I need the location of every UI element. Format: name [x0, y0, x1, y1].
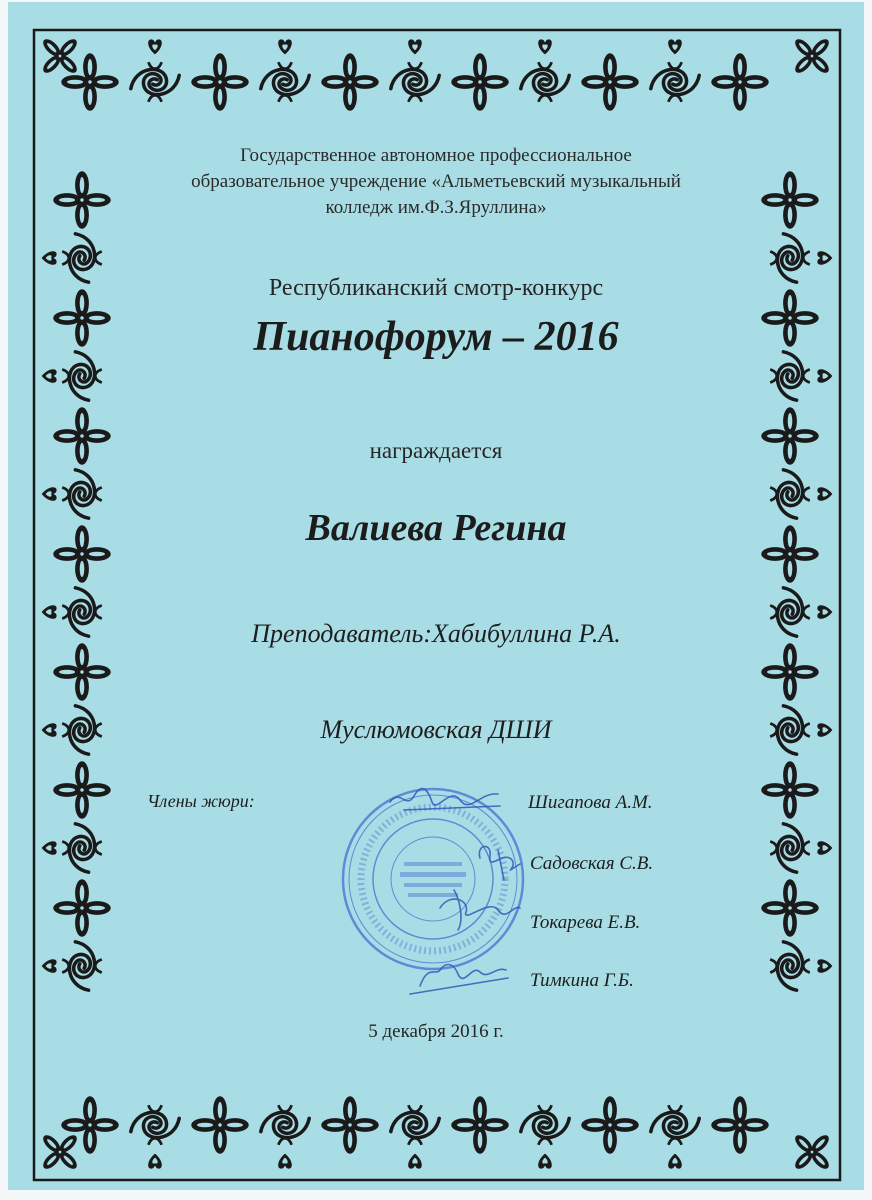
organization-name — [150, 143, 722, 221]
org-line-2: образовательное учреждение «Альметьевский музыкальный — [191, 171, 681, 192]
border-flower — [321, 53, 379, 111]
border-flower — [53, 171, 111, 229]
border-scroll — [261, 62, 309, 102]
border-flower — [761, 643, 819, 701]
border-flower — [191, 53, 249, 111]
border-flower — [53, 761, 111, 819]
border-flower — [711, 1096, 769, 1154]
border-flower — [53, 407, 111, 465]
contest-subtitle: Республиканский смотр-конкурс — [268, 275, 604, 301]
border-heart — [42, 605, 57, 619]
border-scroll — [651, 1105, 699, 1145]
corner-flower — [780, 1120, 844, 1184]
border-scroll — [261, 1105, 309, 1145]
border-heart — [148, 39, 162, 54]
awarded-text: награждается — [369, 438, 503, 463]
border-flower — [53, 289, 111, 347]
border-heart — [817, 841, 832, 855]
border-scroll — [391, 1105, 439, 1145]
border-flower — [581, 1096, 639, 1154]
border-scroll — [651, 62, 699, 102]
border-scroll — [62, 942, 102, 990]
border-heart — [42, 369, 57, 383]
border-scroll — [521, 62, 569, 102]
org-line-3: колледж им.Ф.З.Яруллина» — [325, 197, 547, 218]
border-heart — [817, 369, 832, 383]
org-line-1: Государственное автономное профессиональное — [240, 145, 632, 166]
border-heart — [538, 1154, 552, 1169]
border-flower — [451, 53, 509, 111]
border-scroll — [62, 470, 102, 518]
border-heart — [668, 1154, 682, 1169]
issue-date: 5 декабря 2016 г. — [368, 1021, 504, 1042]
border-heart — [817, 487, 832, 501]
border-heart — [278, 39, 292, 54]
border-heart — [817, 959, 832, 973]
border-scroll — [62, 824, 102, 872]
border-heart — [817, 723, 832, 737]
jury-signatures — [380, 780, 550, 1010]
border-heart — [42, 487, 57, 501]
border-flower — [761, 171, 819, 229]
border-heart — [278, 1154, 292, 1169]
jury-member: Токарева Е.В. — [530, 912, 641, 933]
border-flower — [53, 643, 111, 701]
border-heart — [668, 39, 682, 54]
border-scroll — [521, 1105, 569, 1145]
border-scroll — [391, 62, 439, 102]
border-scroll — [131, 1105, 179, 1145]
border-flower — [191, 1096, 249, 1154]
border-flower — [761, 525, 819, 583]
border-scroll — [770, 470, 810, 518]
border-flower — [761, 879, 819, 937]
border-heart — [148, 1154, 162, 1169]
border-flower — [761, 761, 819, 819]
border-heart — [408, 1154, 422, 1169]
border-heart — [408, 39, 422, 54]
border-flower — [321, 1096, 379, 1154]
border-scroll — [62, 706, 102, 754]
border-scroll — [62, 588, 102, 636]
contest-title: Пианофорум – 2016 — [253, 314, 619, 360]
border-heart — [42, 841, 57, 855]
border-flower — [761, 407, 819, 465]
border-heart — [42, 251, 57, 265]
jury-member: Шигапова А.М. — [528, 792, 653, 813]
border-heart — [42, 723, 57, 737]
border-scroll — [770, 942, 810, 990]
border-heart — [42, 959, 57, 973]
border-flower — [711, 53, 769, 111]
border-heart — [817, 251, 832, 265]
border-scroll — [770, 706, 810, 754]
border-flower — [53, 525, 111, 583]
border-flower — [581, 53, 639, 111]
border-scroll — [770, 352, 810, 400]
border-scroll — [62, 234, 102, 282]
border-scroll — [62, 352, 102, 400]
jury-member: Садовская С.В. — [530, 853, 654, 874]
border-scroll — [770, 824, 810, 872]
border-heart — [538, 39, 552, 54]
border-flower — [53, 879, 111, 937]
jury-member: Тимкина Г.Б. — [530, 970, 634, 991]
recipient-name: Валиева Регина — [305, 507, 567, 549]
border-scroll — [770, 234, 810, 282]
jury-label: Члены жюри: — [147, 791, 255, 811]
border-scroll — [131, 62, 179, 102]
border-scroll — [770, 588, 810, 636]
corner-flower — [780, 24, 844, 88]
border-heart — [817, 605, 832, 619]
border-flower — [761, 289, 819, 347]
teacher-line: Преподаватель:Хабибуллина Р.А. — [251, 619, 621, 648]
school-name: Муслюмовская ДШИ — [320, 715, 552, 744]
border-flower — [451, 1096, 509, 1154]
